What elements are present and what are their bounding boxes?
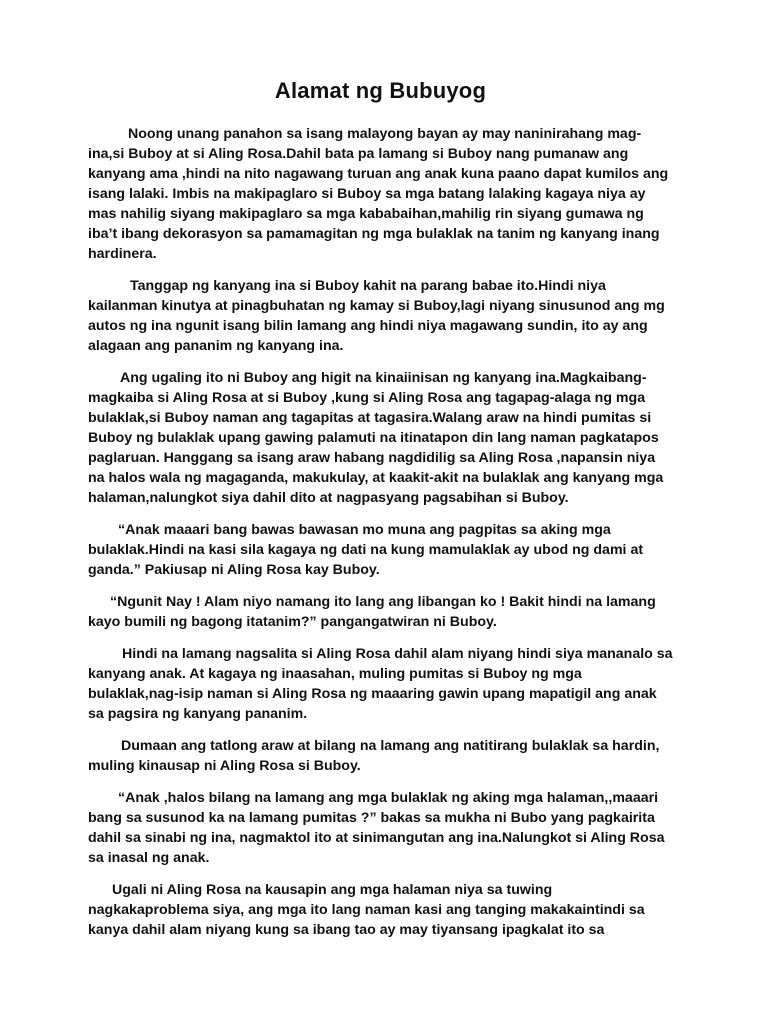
document-page bbox=[88, 78, 673, 952]
document-title: Alamat ng Bubuyog bbox=[274, 78, 487, 103]
paragraph-9: Ugali ni Aling Rosa na kausapin ang mga halaman niya sa tuwing nagkakaproblema siya, ang mga ito lang naman kasi ang tanging makakaintindi sa kanya dahil alam niyang kung sa ibang tao ay may tiyansang ipagkalat ito sa bbox=[88, 882, 645, 938]
paragraph-1: Noong unang panahon sa isang malayong bayan ay may naninirahang mag-ina,si Buboy at si Aling Rosa.Dahil bata pa lamang si Buboy nang pumanaw ang kanyang ama ,hindi na nito nagawang turuan ang anak kuna paano dapat kumilos ang isang lalaki. Imbis na makipaglaro si Buboy sa mga batang lalaking kagaya niya ay mas nahilig siyang makipaglaro sa mga kababaihan,mahilig rin siyang gumawa ng iba’t ibang dekorasyon sa pamamagitan ng mga bulaklak na tanim ng kanyang inang hardinera. bbox=[88, 126, 669, 262]
paragraph-2: Tanggap ng kanyang ina si Buboy kahit na parang babae ito.Hindi niya kailanman kinutya at pinagbuhatan ng kamay si Buboy,lagi niyang sinusunod ang mg autos ng ina ngunit isang bilin lamang ang hindi niya magawang sundin, ito ay ang alagaan ang pananim ng kanyang ina. bbox=[88, 278, 665, 354]
paragraph-8: “Anak ,halos bilang na lamang ang mga bulaklak ng aking mga halaman,,maaari bang sa susunod ka na lamang pumitas ?” bakas sa mukha ni Bubo yang pagkairita dahil sa sinabi ng ina, nagmaktol ito at sinimangutan ang ina.Nalungkot si Aling Rosa sa inasal ng anak. bbox=[88, 790, 665, 866]
paragraph-4: “Anak maaari bang bawas bawasan mo muna ang pagpitas sa aking mga bulaklak.Hindi na kasi sila kagaya ng dati na kung mamulaklak ay ubod ng dami at ganda.” Pakiusap ni Aling Rosa kay Buboy. bbox=[88, 522, 644, 578]
paragraph-5: “Ngunit Nay ! Alam niyo namang ito lang ang libangan ko ! Bakit hindi na lamang kayo bumili ng bagong itatanim?” pangangatwiran ni Buboy. bbox=[88, 594, 656, 630]
paragraph-6: Hindi na lamang nagsalita si Aling Rosa dahil alam niyang hindi siya mananalo sa kanyang anak. At kagaya ng inaasahan, muling pumitas si Buboy ng mga bulaklak,nag-isip naman si Aling Rosa ng maaaring gawin upang mapatigil ang anak sa pagsira ng kanyang pananim. bbox=[88, 646, 673, 722]
paragraph-7: Dumaan ang tatlong araw at bilang na lamang ang natitirang bulaklak sa hardin, muling kinausap ni Aling Rosa si Buboy. bbox=[88, 738, 660, 774]
paragraph-3: Ang ugaling ito ni Buboy ang higit na kinaiinisan ng kanyang ina.Magkaibang-magkaiba si Aling Rosa at si Buboy ,kung si Aling Rosa ang tagapag-alaga ng mga bulaklak,si Buboy naman ang tagapitas at tagasira.Walang araw na hindi pumitas si Buboy ng bulaklak upang gawing palamuti na itinatapon din lang naman pagkatapos paglaruan. Hanggang sa isang araw habang nagdidilig sa Aling Rosa ,napansin niya na halos wala ng magaganda, makukulay, at kaakit-akit na bulaklak ang kanyang mga halaman,nalungkot siya dahil dito at nagpasyang pagsabihan si Buboy. bbox=[88, 370, 664, 506]
